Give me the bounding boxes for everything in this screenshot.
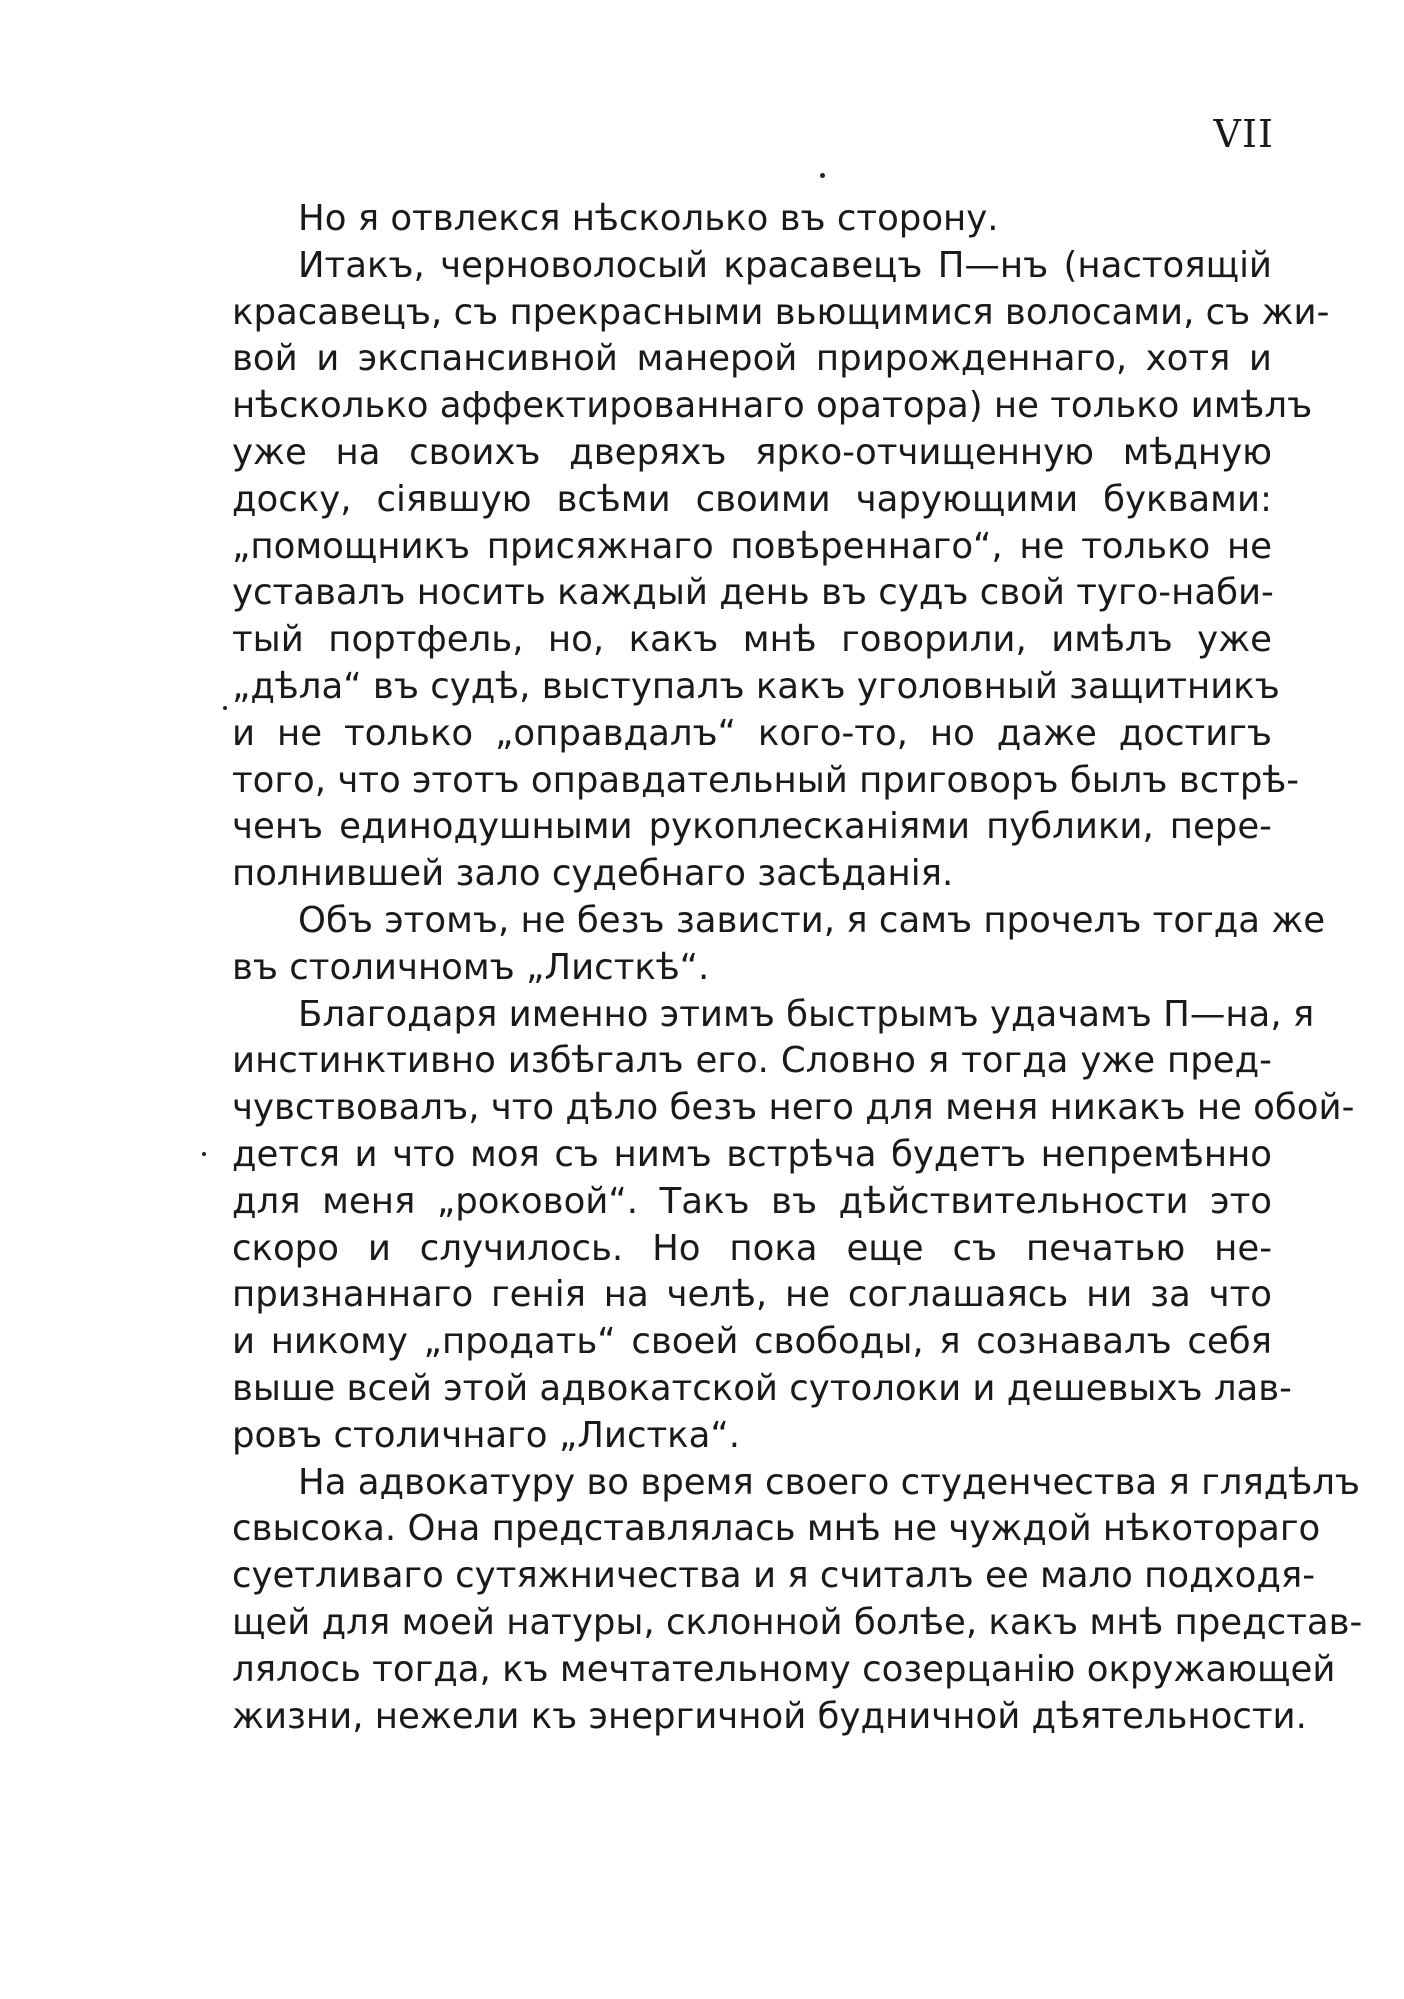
text-line: нѣсколько аффектированнаго оратора) не только имѣлъ <box>232 385 1313 427</box>
text-line: На адвокатуру во время своего студенчества я глядѣлъ <box>298 1461 1360 1503</box>
text-line: „дѣла“ въ судѣ, выступалъ какъ уголовный защитникъ <box>232 665 1280 707</box>
text-line: Объ этомъ, не безъ зависти, я самъ прочелъ тогда же <box>298 899 1326 941</box>
text-line: инстинктивно избѣгалъ его. Словно я тогда уже пред- <box>232 1040 1272 1082</box>
text-line: дется и что моя съ нимъ встрѣча будетъ непремѣнно <box>232 1133 1272 1175</box>
text-line: свысока. Она представлялась мнѣ не чуждой нѣкотораго <box>232 1508 1321 1550</box>
text-line: тый портфель, но, какъ мнѣ говорили, имѣлъ уже <box>232 619 1272 661</box>
text-line: ровъ столичнаго „Листка“. <box>232 1414 741 1456</box>
text-line: чувствовалъ, что дѣло безъ него для меня никакъ не обой- <box>232 1087 1355 1129</box>
text-line: щей для моей натуры, склонной болѣе, какъ мнѣ представ- <box>232 1601 1363 1643</box>
text-line: для меня „роковой“. Такъ въ дѣйствительности это <box>232 1180 1272 1222</box>
text-line: Но я отвлекся нѣсколько въ сторону. <box>298 198 999 239</box>
text-line: признаннаго генія на челѣ, не соглашаясь ни за что <box>232 1274 1272 1316</box>
text-line: въ столичномъ „Листкѣ“. <box>232 946 710 988</box>
text-line: суетливаго сутяжничества и я считалъ ее мало подходя- <box>232 1555 1316 1597</box>
text-line: красавецъ, съ прекрасными вьющимися волосами, съ жи- <box>232 291 1330 333</box>
text-line: уставалъ носить каждый день въ судъ свой туго-наби- <box>232 572 1274 614</box>
body-text <box>232 196 1363 1740</box>
text-line: вой и экспансивной манерой прирожденнаго, хотя и <box>232 338 1272 380</box>
text-line: и не только „оправдалъ“ кого-то, но даже достигъ <box>232 712 1272 754</box>
text-line: жизни, нежели къ энергичной будничной дѣятельности. <box>232 1695 1307 1737</box>
text-line: скоро и случилось. Но пока еще съ печатью не- <box>232 1227 1272 1269</box>
text-line: выше всей этой адвокатской сутолоки и дешевыхъ лав- <box>232 1367 1292 1409</box>
text-line: Итакъ, черноволосый красавецъ П—нъ (настоящій <box>298 244 1272 286</box>
text-line: ченъ единодушными рукоплесканіями публики, пере- <box>232 806 1272 848</box>
text-line: и никому „продать“ своей свободы, я сознавалъ себя <box>232 1321 1272 1363</box>
page-number: VII <box>1213 112 1274 156</box>
text-line: доску, сіявшую всѣми своими чарующими буквами: <box>232 478 1272 520</box>
print-speck <box>820 173 825 178</box>
print-speck <box>202 1152 206 1156</box>
text-line: полнившей зало судебнаго засѣданія. <box>232 853 954 895</box>
text-line: лялось тогда, къ мечтательному созерцанію окружающей <box>232 1648 1336 1690</box>
text-line: уже на своихъ дверяхъ ярко-отчищенную мѣдную <box>232 431 1272 473</box>
text-line: того, что этотъ оправдательный приговоръ былъ встрѣ- <box>232 759 1300 801</box>
text-line: Благодаря именно этимъ быстрымъ удачамъ П—на, я <box>298 993 1315 1035</box>
print-speck <box>223 706 227 710</box>
text-line: „помощникъ присяжнаго повѣреннаго“, не только не <box>232 525 1272 567</box>
